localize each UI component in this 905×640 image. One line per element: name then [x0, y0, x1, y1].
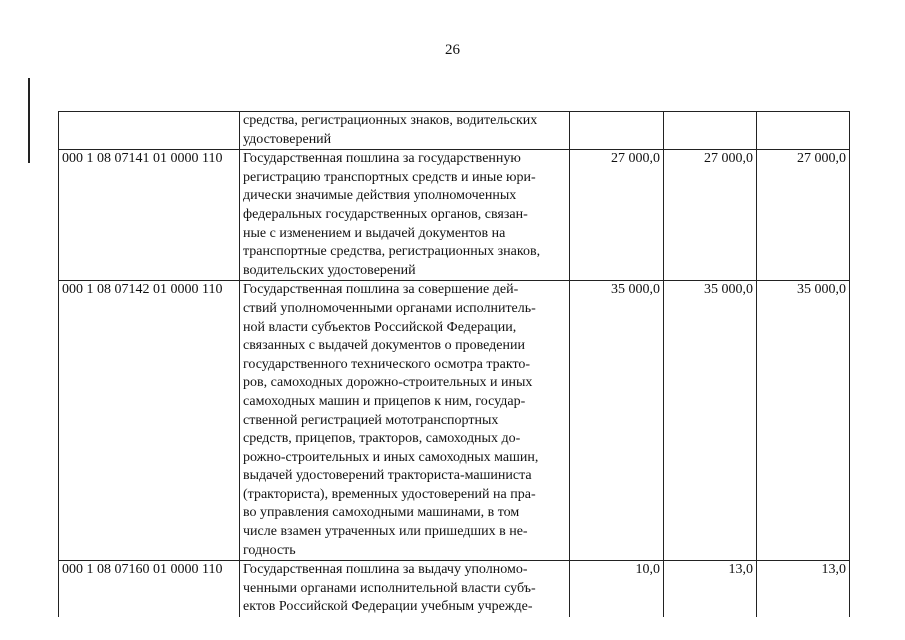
amount-cell-2: 27 000,0	[664, 150, 757, 281]
table-row	[59, 281, 850, 561]
revenue-name-line: водительских удостоверений	[243, 262, 416, 278]
revenue-name-line: во управления самоходными машинами, в том	[243, 505, 520, 521]
table-row	[59, 561, 850, 617]
revenue-name-line: ченными органами исполнительной власти субъ-	[243, 580, 536, 596]
amount-cell-2: 35 000,0	[664, 281, 757, 561]
revenue-name-line: годность	[243, 542, 296, 558]
amount-cell-3: 27 000,0	[757, 150, 850, 281]
revenue-name-line: числе взамен утраченных или пришедших в не-	[243, 524, 528, 540]
revenue-name-cell	[240, 561, 570, 617]
amount-cell-1: 35 000,0	[570, 281, 664, 561]
amount-cell-2	[664, 112, 757, 150]
revenue-name-cell	[240, 112, 570, 150]
revenue-name-line: транспортные средства, регистрационных знаков,	[243, 244, 541, 260]
revenue-name-line: (тракториста), временных удостоверений на пра-	[243, 486, 536, 502]
revenue-name-line: выдачей удостоверений тракториста-машиниста	[243, 468, 532, 484]
amount-cell-1: 27 000,0	[570, 150, 664, 281]
revenue-name-line: государственного технического осмотра тракто-	[243, 356, 531, 372]
revenue-name-line: рожно-строительных и иных самоходных машин,	[243, 449, 539, 465]
amount-cell-1: 10,0	[570, 561, 664, 617]
revenue-name-line: Государственная пошлина за совершение дей-	[243, 282, 519, 298]
revenue-name-line: дически значимые действия уполномоченных	[243, 188, 517, 204]
revenue-name-cell	[240, 150, 570, 281]
revenue-name-line: ственной регистрацией мототранспортных	[243, 412, 499, 428]
revenue-table	[58, 111, 850, 617]
amount-cell-2: 13,0	[664, 561, 757, 617]
revenue-name-line: ные с изменением и выдачей документов на	[243, 225, 506, 241]
revenue-name-line: средства, регистрационных знаков, водительских	[243, 113, 538, 128]
budget-code-cell: 000 1 08 07142 01 0000 110	[59, 281, 240, 561]
scan-edge-line	[28, 78, 30, 163]
budget-code-cell: 000 1 08 07160 01 0000 110	[59, 561, 240, 617]
revenue-name-line: средств, прицепов, тракторов, самоходных до-	[243, 431, 521, 447]
revenue-name-line: ров, самоходных дорожно-строительных и иных	[243, 375, 533, 391]
revenue-name-line: Государственная пошлина за выдачу уполномо-	[243, 562, 528, 578]
revenue-name-line: ствий уполномоченными органами исполнитель-	[243, 300, 536, 316]
revenue-name-line: Государственная пошлина за государственную	[243, 151, 521, 167]
revenue-name-line: удостоверений	[243, 131, 332, 147]
amount-cell-1	[570, 112, 664, 150]
revenue-name-cell	[240, 281, 570, 561]
amount-cell-3	[757, 112, 850, 150]
budget-code-cell: 000 1 08 07141 01 0000 110	[59, 150, 240, 281]
revenue-name-line: регистрацию транспортных средств и иные юри-	[243, 169, 536, 185]
amount-cell-3: 13,0	[757, 561, 850, 617]
table-row	[59, 150, 850, 281]
revenue-name-line: федеральных государственных органов, связан-	[243, 206, 528, 222]
revenue-name-line: ной власти субъектов Российской Федерации,	[243, 319, 517, 335]
revenue-name-line: самоходных машин и прицепов к ним, государ-	[243, 393, 526, 409]
page-number: 26	[445, 42, 460, 58]
revenue-name-line: связанных с выдачей документов о проведении	[243, 338, 525, 354]
amount-cell-3: 35 000,0	[757, 281, 850, 561]
budget-code-cell	[59, 112, 240, 150]
table-row	[59, 112, 850, 150]
revenue-name-line: ектов Российской Федерации учебным учрежде-	[243, 599, 533, 615]
